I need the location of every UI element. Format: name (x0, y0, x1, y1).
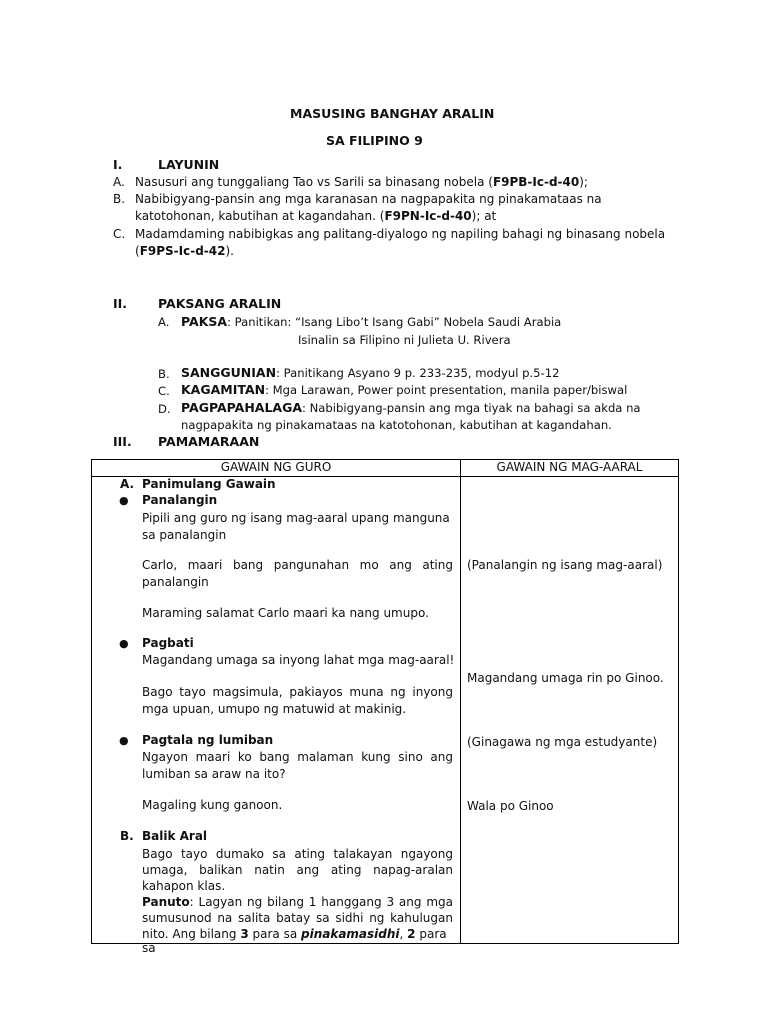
aaral-response-1: (Panalangin ng isang mag-aaral) (467, 558, 663, 572)
bullet-icon: ● (119, 734, 129, 747)
balik-l5: sumusunod na salita batay sa sidhi ng kahulugan (142, 911, 453, 925)
balik-l3: kahapon klas. (142, 879, 226, 893)
section2-title: PAKSANG ARALIN (158, 296, 282, 311)
panalangin-p1-l2: sa panalangin (142, 528, 227, 542)
section-b-title: Balik Aral (142, 829, 208, 843)
panalangin-p2-l1: Carlo, maari bang pangunahan mo ang ating (142, 558, 453, 572)
lumiban-title: Pagtala ng lumiban (142, 733, 274, 747)
guro-cell (92, 477, 461, 955)
table-header-row (92, 460, 679, 477)
objective-c-line1: Madamdaming nabibigkas ang palitang-diyalogo ng napiling bahagi ng binasang nobela (135, 227, 666, 241)
topic-d-line2: nagpapakita ng pinakamataas na katotohonan, kabutihan at kagandahan. (181, 418, 612, 432)
panalangin-p2-l2: panalangin (142, 575, 209, 589)
lumiban-p1-l2: lumiban sa araw na ito? (142, 767, 286, 781)
pagbati-p2-l2: mga upuan, umupo ng matuwid at makinig. (142, 702, 407, 716)
procedure-table (91, 459, 679, 955)
objective-a-letter: A. (113, 175, 125, 189)
balik-l2: umaga, balikan natin ang ating napag-aralan (142, 863, 453, 877)
topic-c-letter: C. (158, 384, 170, 398)
topic-a-line2: Isinalin sa Filipino ni Julieta U. Rivera (298, 333, 511, 347)
panalangin-p1-l1: Pipili ang guro ng isang mag-aaral upang manguna (142, 511, 450, 525)
bullet-icon: ● (119, 637, 129, 650)
section2-number: II. (113, 296, 128, 311)
lumiban-p1-l1: Ngayon maari ko bang malaman kung sino ang (142, 750, 453, 764)
pagbati-title: Pagbati (142, 636, 194, 650)
objective-b-line1: Nabibigyang-pansin ang mga karanasan na nagpapakita ng pinakamataas na (135, 192, 602, 206)
topic-c-text: KAGAMITAN: Mga Larawan, Power point presentation, manila paper/biswal (181, 382, 628, 397)
balik-l4: Panuto: Lagyan ng bilang 1 hanggang 3 ang mga (142, 895, 453, 909)
topic-b-text: SANGGUNIAN: Panitikang Asyano 9 p. 233-235, modyul p.5-12 (181, 365, 560, 380)
aaral-cell (461, 477, 679, 944)
topic-d-letter: D. (158, 402, 171, 416)
balik-l6: nito. Ang bilang 3 para sa pinakamasidhi, 2 para sa (142, 927, 447, 955)
balik-l1: Bago tayo dumako sa ating talakayan ngayong (142, 847, 453, 861)
aaral-response-2: Magandang umaga rin po Ginoo. (467, 671, 664, 685)
document-subtitle: SA FILIPINO 9 (326, 133, 423, 148)
table-row (92, 477, 679, 944)
col-header-aaral: GAWAIN NG MAG-AARAL (461, 460, 679, 477)
section1-number: I. (113, 157, 123, 172)
pagbati-p1: Magandang umaga sa inyong lahat mga mag-aaral! (142, 653, 455, 667)
objective-c-letter: C. (113, 227, 126, 241)
section-b-letter: B. (120, 829, 134, 843)
objective-a-text: Nasusuri ang tunggaliang Tao vs Sarili sa binasang nobela (F9PB-Ic-d-40); (135, 175, 588, 189)
objective-b-line2: katotohonan, kabutihan at kagandahan. (F9PN-Ic-d-40); at (135, 209, 497, 223)
aaral-response-3: (Ginagawa ng mga estudyante) (467, 735, 658, 749)
pagbati-p2-l1: Bago tayo magsimula, pakiayos muna ng inyong (142, 685, 453, 699)
lumiban-p2: Magaling kung ganoon. (142, 798, 283, 812)
panalangin-title: Panalangin (142, 493, 218, 507)
panalangin-p3: Maraming salamat Carlo maari ka nang umupo. (142, 606, 429, 620)
topic-a-text: PAKSA: Panitikan: “Isang Libo’t Isang Gabi” Nobela Saudi Arabia (181, 314, 562, 329)
section-a-letter: A. (120, 477, 135, 491)
section3-title: PAMAMARAAN (158, 434, 260, 449)
section3-number: III. (113, 434, 132, 449)
col-header-guro: GAWAIN NG GURO (92, 460, 461, 477)
topic-d-text: PAGPAPAHALAGA: Nabibigyang-pansin ang mga tiyak na bahagi sa akda na (181, 400, 641, 415)
aaral-response-4: Wala po Ginoo (467, 799, 554, 813)
section-a-title: Panimulang Gawain (142, 477, 276, 491)
section1-title: LAYUNIN (158, 157, 220, 172)
objective-b-letter: B. (113, 192, 126, 206)
topic-b-letter: B. (158, 367, 170, 381)
topic-a-letter: A. (158, 315, 170, 329)
document-title: MASUSING BANGHAY ARALIN (290, 106, 495, 121)
bullet-icon: ● (119, 494, 129, 507)
objective-c-line2: (F9PS-Ic-d-42). (135, 244, 234, 258)
